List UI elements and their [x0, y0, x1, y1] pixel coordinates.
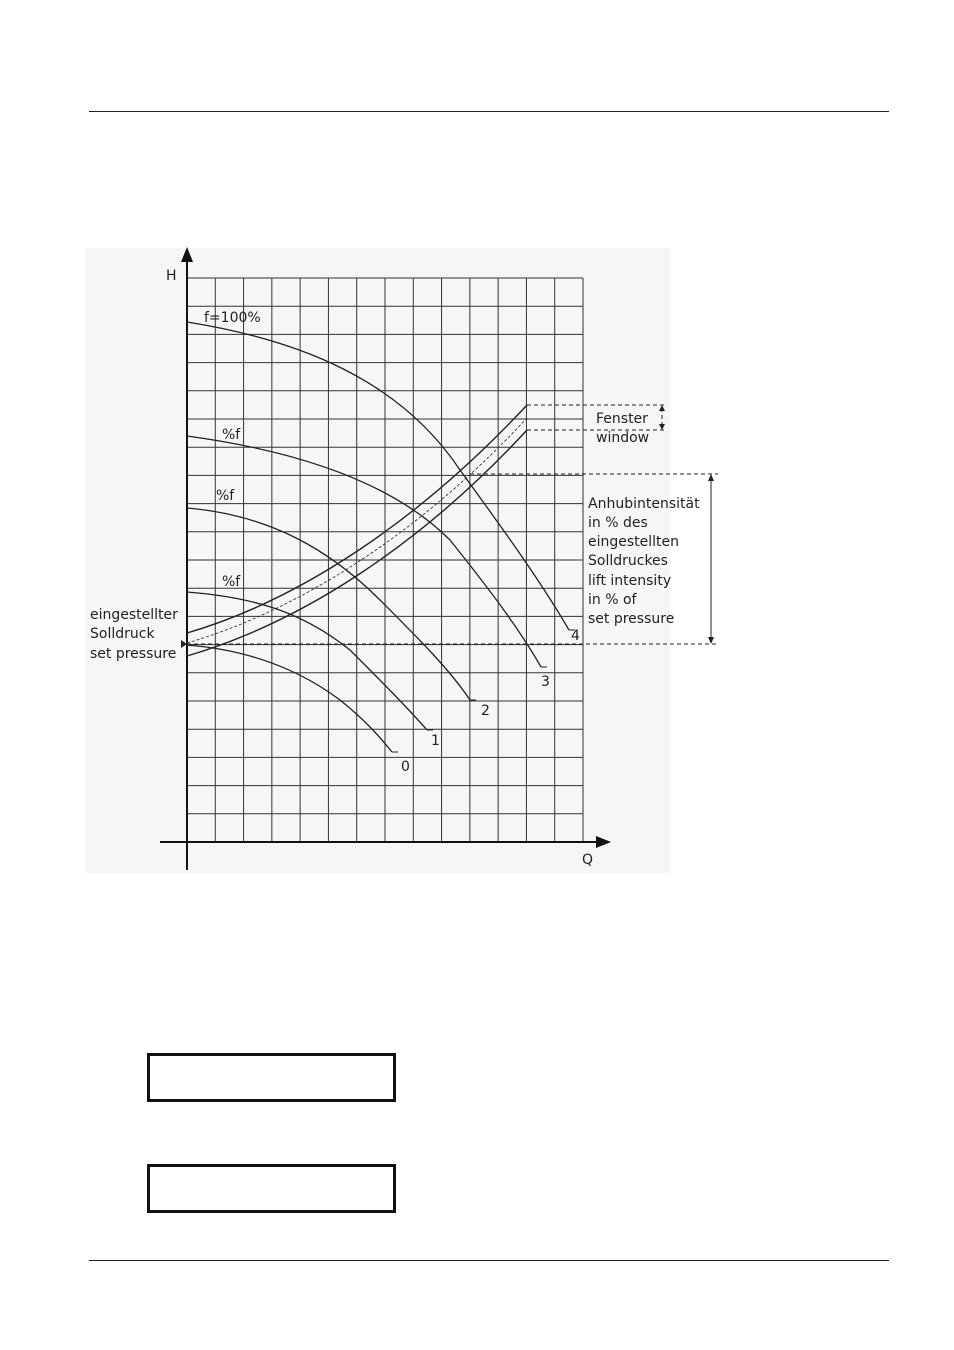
y-axis-label: H — [166, 268, 177, 284]
lift-note-line-1: Anhubintensität — [588, 496, 700, 512]
curve-3-pct-label: %f — [216, 488, 235, 504]
display-box-2 — [147, 1164, 396, 1213]
curve-2-pct-label: %f — [222, 574, 241, 590]
pump-curve-diagram — [80, 240, 740, 880]
curve-number-0: 0 — [401, 759, 410, 775]
lift-note-line-6: in % of — [588, 592, 637, 608]
curve-100pct-label: f=100% — [204, 310, 261, 326]
setpoint-note-line-1: eingestellter — [90, 607, 178, 623]
display-box-1 — [147, 1053, 396, 1102]
lift-note-line-7: set pressure — [588, 611, 675, 627]
x-axis-label: Q — [582, 852, 594, 868]
curve-number-2: 2 — [481, 703, 490, 719]
lift-arrow-bottom — [708, 637, 714, 644]
footer-rule — [89, 1260, 889, 1261]
lift-arrow-top — [708, 474, 714, 481]
lift-note-line-4: Solldruckes — [588, 553, 668, 569]
curve-number-4: 4 — [571, 628, 580, 644]
window-label-de: Fenster — [596, 411, 648, 427]
curve-number-1: 1 — [431, 733, 440, 749]
lift-note-line-5: lift intensity — [588, 573, 672, 589]
header-rule — [89, 111, 889, 112]
setpoint-note-line-2: Solldruck — [90, 626, 155, 642]
curve-number-3: 3 — [541, 674, 550, 690]
window-label-en: window — [596, 430, 650, 446]
lift-note-line-3: eingestellten — [588, 534, 680, 550]
lift-note-line-2: in % des — [588, 515, 648, 531]
curve-4-pct-label: %f — [222, 427, 241, 443]
setpoint-note-line-3: set pressure — [90, 646, 177, 662]
